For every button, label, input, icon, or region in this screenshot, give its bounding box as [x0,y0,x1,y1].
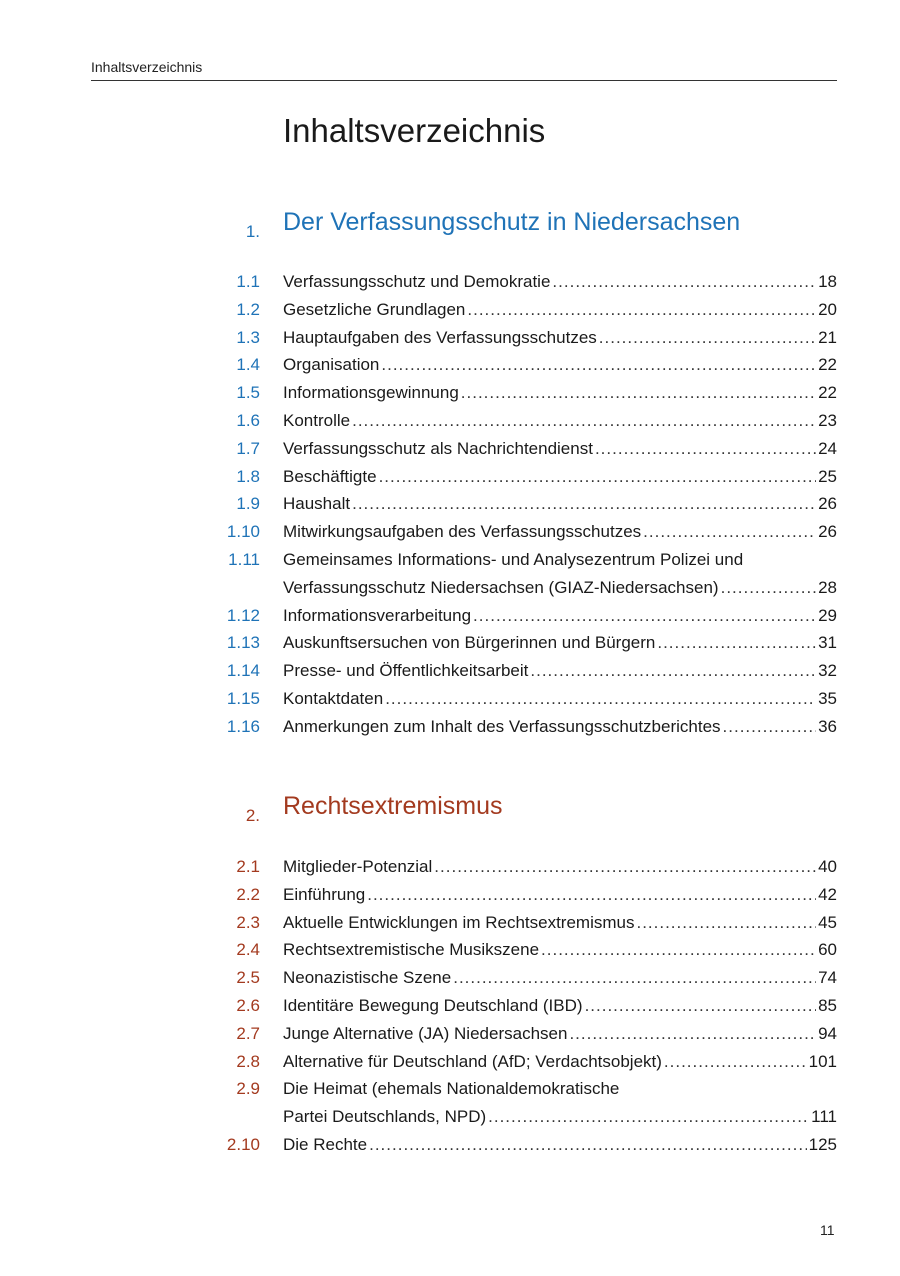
toc-entry[interactable] [0,296,900,324]
toc-entry-label: Verfassungsschutz als Nachrichtendienst [283,438,593,458]
toc-entry[interactable] [0,379,900,407]
toc-entry-page: 42 [818,884,837,904]
page-title: Inhaltsverzeichnis [283,112,546,149]
toc-entry-continuation[interactable] [0,1103,900,1131]
toc-entry-label: Kontaktdaten [283,688,384,708]
toc-list-chapter-2 [0,853,900,1159]
toc-leader-dots [369,1131,807,1159]
toc-entry[interactable] [0,964,900,992]
toc-entry-number: 2.2 [236,884,260,904]
toc-entry-number: 2.3 [236,912,260,932]
toc-entry-label: Partei Deutschlands, NPD) [283,1107,487,1127]
toc-entry-page: 60 [818,940,837,960]
toc-entry-label: Verfassungsschutz Niedersachsen (GIAZ-Niedersachsen) [283,577,719,597]
toc-entry-page: 26 [818,522,837,542]
toc-entry-number: 2.7 [236,1023,260,1043]
toc-entry-number: 2.9 [236,1079,260,1099]
toc-entry-number: 1.5 [236,383,260,403]
toc-leader-dots [599,324,816,352]
toc-entry-number: 1.15 [226,688,260,708]
toc-leader-dots [352,490,816,518]
toc-entry-page: 35 [818,688,837,708]
toc-entry-number: 1.8 [236,466,260,486]
toc-entry-number: 1.14 [226,661,260,681]
toc-entry-label: Gemeinsames Informations- und Analysezentrum Polizei und [283,549,744,569]
toc-entry-page: 29 [818,605,837,625]
toc-entry-label: Organisation [283,355,380,375]
toc-entry-label: Identitäre Bewegung Deutschland (IBD) [283,995,583,1015]
toc-entry-label: Informationsverarbeitung [283,605,472,625]
toc-entry-label: Beschäftigte [283,466,377,486]
toc-entry-label: Alternative für Deutschland (AfD; Verdachtsobjekt) [283,1051,662,1071]
toc-entry-page: 22 [818,355,837,375]
toc-entry-page: 125 [808,1134,837,1154]
toc-entry-label: Kontrolle [283,410,351,430]
toc-list-chapter-1 [0,268,900,741]
chapter-number: 2. [245,806,260,825]
toc-entry[interactable] [0,657,900,685]
toc-entry-number: 2.1 [236,857,260,876]
toc-entry-number: 1.6 [236,410,260,430]
chapter-number: 1. [245,222,260,241]
toc-entry-label: Die Heimat (ehemals Nationaldemokratische [283,1079,620,1099]
toc-entry-number: 1.9 [236,494,260,514]
toc-entry-page: 25 [818,466,837,486]
toc-leader-dots [569,1020,816,1048]
toc-entry-label: Aktuelle Entwicklungen im Rechtsextremismus [283,912,635,932]
toc-leader-dots [379,463,817,491]
toc-entry-page: 101 [808,1051,837,1071]
toc-entry-label: Einführung [283,884,366,904]
toc-entry[interactable] [0,268,900,296]
chapter-2-heading [0,792,900,832]
toc-entry-label: Gesetzliche Grundlagen [283,299,466,319]
toc-leader-dots [461,379,816,407]
toc-entry-page: 45 [818,912,837,932]
toc-entry-number: 2.6 [236,995,260,1015]
toc-leader-dots [473,602,816,630]
toc-entry-number: 1.7 [236,438,260,458]
toc-entry-number: 1.13 [226,633,260,653]
toc-entry-page: 20 [818,299,837,319]
toc-entry-label: Die Rechte [283,1134,368,1154]
chapter-title: Der Verfassungsschutz in Niedersachsen [283,208,741,236]
toc-entry-page: 26 [818,494,837,514]
toc-entry-number: 2.5 [236,968,260,988]
toc-entry-page: 18 [818,272,837,291]
toc-entry-page: 21 [818,327,837,347]
toc-entry[interactable] [0,713,900,741]
toc-entry-number: 1.11 [228,549,260,569]
toc-entry-page: 74 [818,968,837,988]
toc-entry-number: 1.2 [236,299,260,319]
toc-leader-dots [636,909,816,937]
toc-leader-dots [585,992,817,1020]
toc-entry[interactable] [0,602,900,630]
toc-entry-label: Informationsgewinnung [283,383,459,403]
toc-entry-page: 31 [818,633,837,653]
toc-entry-number: 2.4 [236,940,260,960]
toc-entry-number: 2.10 [226,1134,260,1154]
toc-leader-dots [595,435,816,463]
toc-entry[interactable] [0,992,900,1020]
toc-entry-number: 1.1 [236,272,260,291]
toc-entry-number: 1.4 [236,355,260,375]
toc-entry-page: 32 [818,661,837,681]
toc-entry-number: 1.10 [226,522,260,542]
toc-entry-page: 24 [818,438,837,458]
toc-entry[interactable] [0,909,900,937]
toc-leader-dots [385,685,816,713]
running-header: Inhaltsverzeichnis [91,59,837,81]
toc-entry[interactable] [0,546,900,574]
toc-entry-label: Hauptaufgaben des Verfassungsschutzes [283,327,597,347]
toc-entry-page: 22 [818,383,837,403]
toc-leader-dots [367,881,816,909]
toc-entry-label: Neonazistische Szene [283,968,452,988]
toc-entry-page: 23 [818,410,837,430]
chapter-1-heading [0,208,900,248]
toc-leader-dots [723,713,817,741]
page-number: 11 [820,1222,835,1238]
toc-entry-label: Haushalt [283,494,351,514]
toc-leader-dots [381,351,816,379]
toc-leader-dots [552,268,816,296]
toc-entry-number: 1.12 [226,605,260,625]
toc-entry-number: 2.8 [236,1051,260,1071]
toc-entry-number: 1.3 [236,327,260,347]
toc-entry-label: Verfassungsschutz und Demokratie [283,272,551,291]
toc-entry[interactable] [0,518,900,546]
toc-entry[interactable] [0,936,900,964]
toc-entry[interactable] [0,1075,900,1103]
toc-entry-label: Mitwirkungsaufgaben des Verfassungsschutzes [283,522,642,542]
toc-entry-label: Auskunftsersuchen von Bürgerinnen und Bürgern [283,633,656,653]
toc-entry-label: Anmerkungen zum Inhalt des Verfassungsschutzberichtes [283,716,721,736]
toc-entry-page: 111 [811,1107,837,1127]
toc-entry-label: Mitglieder-Potenzial [283,857,433,876]
chapter-title: Rechtsextremismus [283,792,503,820]
toc-entry-label: Junge Alternative (JA) Niedersachsen [283,1023,568,1043]
toc-entry[interactable] [0,463,900,491]
toc-entry-label: Rechtsextremistische Musikszene [283,940,540,960]
toc-leader-dots [657,629,816,657]
toc-entry[interactable] [0,1020,900,1048]
toc-leader-dots [530,657,816,685]
toc-leader-dots [352,407,816,435]
toc-leader-dots [541,936,816,964]
toc-entry-page: 94 [818,1023,837,1043]
toc-leader-dots [721,574,816,602]
toc-leader-dots [643,518,816,546]
toc-entry-page: 28 [818,577,837,597]
toc-entry-page: 40 [818,857,837,876]
toc-entry[interactable] [0,435,900,463]
toc-leader-dots [453,964,816,992]
toc-leader-dots [488,1103,809,1131]
toc-leader-dots [467,296,816,324]
toc-entry[interactable] [0,1131,900,1159]
toc-entry[interactable] [0,1048,900,1076]
toc-entry-page: 85 [818,995,837,1015]
toc-entry-continuation[interactable] [0,574,900,602]
toc-leader-dots [664,1048,807,1076]
toc-entry[interactable] [0,685,900,713]
toc-entry[interactable] [0,324,900,352]
toc-entry[interactable] [0,407,900,435]
toc-entry-page: 36 [818,716,837,736]
toc-leader-dots [434,853,816,881]
toc-entry[interactable] [0,351,900,379]
toc-entry[interactable] [0,629,900,657]
toc-entry-number: 1.16 [226,716,260,736]
toc-entry[interactable] [0,490,900,518]
toc-entry-label: Presse- und Öffentlichkeitsarbeit [283,661,529,681]
toc-entry[interactable] [0,881,900,909]
toc-entry[interactable] [0,853,900,881]
